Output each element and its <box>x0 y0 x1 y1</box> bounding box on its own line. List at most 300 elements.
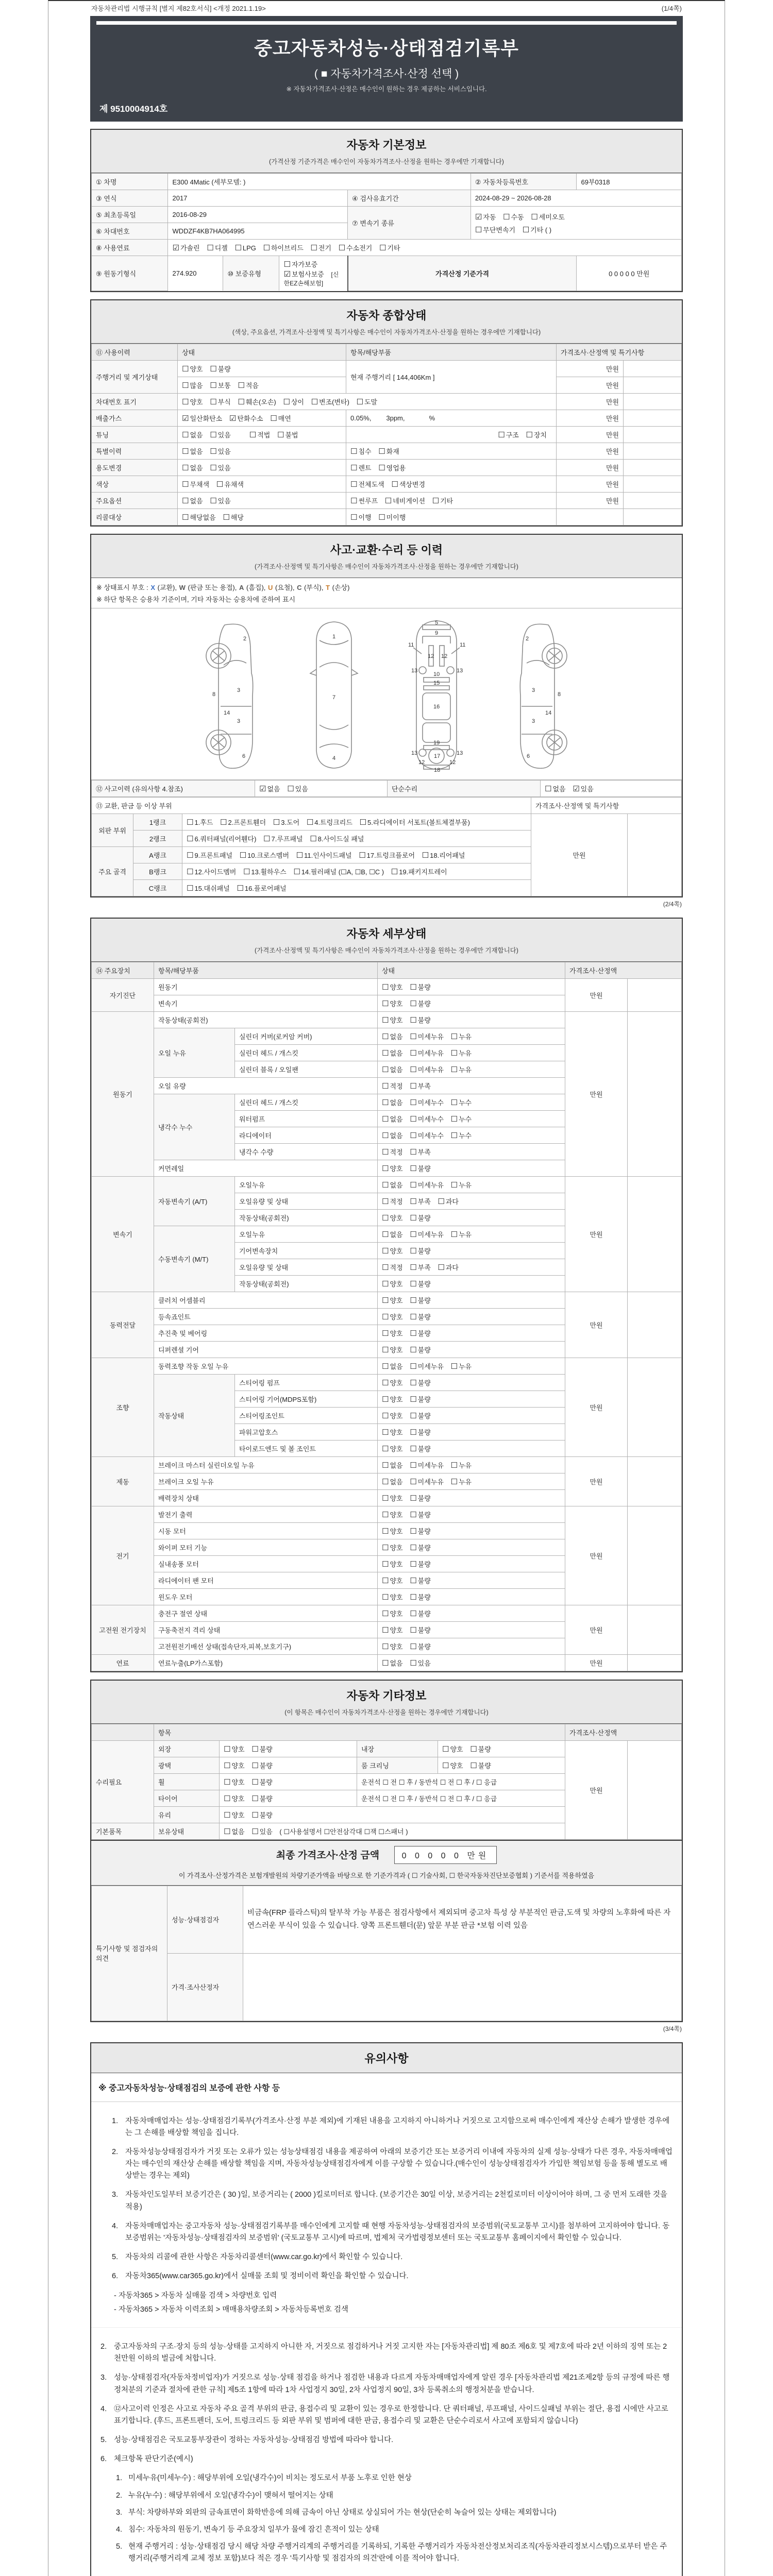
notice-s1-heading: ※ 중고자동차성능·상태점검의 보증에 관한 사항 등 <box>91 2073 682 2102</box>
checkbox-option[interactable]: ☐ 16.플로어패널 <box>237 883 287 893</box>
checkbox-option[interactable]: ☐ 양호 <box>382 1625 403 1635</box>
checkbox-option[interactable]: ☐ 양호 <box>382 1543 403 1552</box>
checkbox-icon: ☐ <box>382 1163 389 1173</box>
checkbox-icon: ☐ <box>210 364 217 374</box>
checkbox-option[interactable]: ☐ 불량 <box>410 1427 431 1437</box>
checkbox-icon: ☐ <box>438 1196 445 1206</box>
checkbox-option[interactable]: ☐ 네비게이션 <box>384 496 426 505</box>
item-label: 실린더 헤드 / 개스킷 <box>235 1044 378 1061</box>
checkbox-option[interactable]: ☐ 양호 <box>224 1810 245 1820</box>
state-options <box>378 1044 565 1061</box>
checkbox-option[interactable]: ☐ 양호 <box>442 1760 463 1770</box>
checkbox-option[interactable]: ☐ 없음 <box>182 496 203 505</box>
notice-s2-list <box>91 2327 682 2576</box>
checkbox-option[interactable]: ☐ 미세누유 <box>410 1361 444 1371</box>
checkbox-icon: ☐ <box>410 1608 417 1618</box>
checkbox-option[interactable]: ☐ 없음 <box>382 1097 403 1107</box>
checkbox-option[interactable]: ☐ 변조(변타) <box>311 397 349 406</box>
checkbox-icon: ☐ <box>410 1493 417 1503</box>
checkbox-option[interactable]: ☐ 누유 <box>450 1361 472 1371</box>
checkbox-option[interactable]: ☐ 없음 <box>545 784 566 793</box>
svg-text:3: 3 <box>237 687 241 693</box>
checkbox-option[interactable]: ☐ 누유 <box>450 1048 472 1058</box>
tire-label: 타이어 <box>154 1790 220 1806</box>
checkbox-option[interactable]: ☐ 미세누수 <box>410 1130 444 1140</box>
checkbox-option[interactable]: ☐ 없음 <box>382 1658 403 1668</box>
final-price-row <box>91 1840 682 1867</box>
checkbox-option[interactable]: ☐ 불량 <box>410 1312 431 1321</box>
checkbox-option[interactable]: ☐ 양호 <box>224 1793 245 1803</box>
checkbox-option[interactable]: ☐ 7.루프패널 <box>263 834 303 843</box>
checkbox-option[interactable]: ☐ 상이 <box>283 397 304 406</box>
checkbox-option[interactable]: ☐ 불량 <box>410 982 431 992</box>
checkbox-option[interactable]: ☐ 적정 <box>382 1081 403 1091</box>
checkbox-option[interactable]: ☐ 누유 <box>450 1229 472 1239</box>
checkbox-option[interactable]: ☑ 있음 <box>573 784 594 793</box>
checkbox-option[interactable]: ☐ 불량 <box>410 1246 431 1256</box>
checkbox-option[interactable]: ☐ 없음 <box>382 1229 403 1239</box>
checkbox-icon: ☐ <box>382 1262 389 1272</box>
note-cell <box>624 377 682 393</box>
checkbox-option[interactable]: ☐ 불량 <box>470 1760 491 1770</box>
accident-title: 사고·교환·수리 등 이력 <box>330 543 443 556</box>
checkbox-option[interactable]: ☐ 없음 <box>182 430 203 439</box>
checkbox-option[interactable]: ☐ 미세누유 <box>410 1477 444 1486</box>
checkbox-option[interactable]: ☐ 렌트 <box>350 463 372 472</box>
panel-options <box>182 846 531 863</box>
panel-options <box>182 830 531 846</box>
checkbox-option[interactable]: ☐ 불량 <box>410 1015 431 1025</box>
checkbox-option[interactable]: ☐ 양호 <box>382 1328 403 1338</box>
checkbox-icon: ☐ <box>410 1658 417 1668</box>
checkbox-option[interactable]: ☐ 불량 <box>410 1394 431 1404</box>
checkbox-option[interactable]: ☐ 불량 <box>410 1493 431 1503</box>
checkbox-option[interactable]: ☐ 양호 <box>382 1526 403 1536</box>
checkbox-option[interactable]: ☐ 불량 <box>410 1592 431 1602</box>
table-row <box>92 443 682 459</box>
checkbox-option[interactable]: ☐ 누유 <box>450 1180 472 1190</box>
checkbox-option[interactable]: ☐ 불량 <box>410 1328 431 1338</box>
checkbox-option[interactable]: ☐ 불량 <box>410 1295 431 1305</box>
checkbox-option[interactable]: ☐ 침수 <box>350 446 372 456</box>
checkbox-option[interactable]: ☐ 장치 <box>526 430 547 439</box>
basic-info-title: 자동차 기본정보 <box>346 139 427 151</box>
checkbox-icon: ☐ <box>382 1526 389 1536</box>
checkbox-option[interactable]: ☐ 양호 <box>382 1493 403 1503</box>
checkbox-option[interactable]: ☐ 없음 <box>382 1460 403 1470</box>
checkbox-option[interactable]: ☐ 기타 <box>379 243 400 252</box>
checkbox-option[interactable]: ☐ 없음 <box>382 1477 403 1486</box>
checkbox-option[interactable]: ☐ 구조 <box>498 430 519 439</box>
accident-header <box>91 535 682 578</box>
checkbox-option[interactable]: ☐ 누유 <box>450 1064 472 1074</box>
checkbox-option[interactable]: ☐ 양호 <box>382 1279 403 1289</box>
checkbox-option[interactable]: ☐ 불량 <box>410 1543 431 1552</box>
device-group-label: 조향 <box>92 1358 154 1456</box>
checkbox-option[interactable]: ☐ 양호 <box>182 397 203 406</box>
checkbox-option[interactable]: ☐ 양호 <box>382 1641 403 1651</box>
checkbox-option[interactable]: ☐ 양호 <box>382 998 403 1008</box>
checkbox-option[interactable]: ☐ 불량 <box>251 1744 273 1754</box>
checkbox-icon: ☐ <box>410 1575 417 1585</box>
checkbox-icon: ☐ <box>410 1345 417 1354</box>
checkbox-option[interactable]: ☐ 불량 <box>410 1213 431 1223</box>
checkbox-option[interactable]: ☐ 양호 <box>382 982 403 992</box>
checkbox-option[interactable]: ☐ 양호 <box>442 1744 463 1754</box>
checkbox-option[interactable]: ☐ 양호 <box>382 1213 403 1223</box>
document-number: 제 9510004914호 <box>99 104 168 114</box>
checkbox-option[interactable]: ☐ 적정 <box>382 1262 403 1272</box>
checkbox-option[interactable]: ☐ 불량 <box>210 364 231 374</box>
checkbox-option[interactable]: ☐ 없음 <box>382 1064 403 1074</box>
checkbox-option[interactable]: ☑ 없음 <box>259 784 280 793</box>
checkbox-option[interactable]: ☐ 적법 <box>249 430 271 439</box>
checkbox-option[interactable]: ☐ 해당없음 <box>182 512 216 522</box>
checkbox-option[interactable]: ☐ 없음 <box>382 1130 403 1140</box>
checkbox-option[interactable]: ☑ 탄화수소 <box>229 413 263 423</box>
checkbox-icon: ☐ <box>238 380 245 390</box>
checkbox-icon: ☐ <box>442 1760 449 1770</box>
checkbox-option[interactable]: ☐ 훼손(오손) <box>238 397 276 406</box>
tire-options <box>220 1790 357 1806</box>
simple-repair-label: 단순수리 <box>388 780 541 796</box>
checkbox-option[interactable]: ☐ 영업용 <box>378 463 406 472</box>
device-group-label: 전기 <box>92 1506 154 1605</box>
checkbox-option[interactable]: ☐ 양호 <box>382 1378 403 1387</box>
col-blank <box>92 1724 154 1740</box>
checkbox-option[interactable]: ☐ 미이행 <box>378 512 406 522</box>
checkbox-icon: ☐ <box>450 1064 458 1074</box>
checkbox-option[interactable]: ☐ 양호 <box>382 1444 403 1453</box>
checkbox-option[interactable]: ☐ 미세누유 <box>410 1031 444 1041</box>
checkbox-option[interactable]: ☐ 양호 <box>382 1312 403 1321</box>
checkbox-option[interactable]: ☐ 보통 <box>210 380 231 390</box>
checkbox-option[interactable]: ☐ 누유 <box>450 1477 472 1486</box>
usage-change-type-options <box>346 459 557 476</box>
checkbox-icon: ☐ <box>382 1543 389 1552</box>
checkbox-option[interactable]: ☐ 19.패키지트레이 <box>391 867 447 876</box>
checkbox-option[interactable]: ☐ 자가보증 <box>283 260 318 269</box>
checkbox-option[interactable]: ☐ 6.쿼터패널(리어휀다) <box>187 834 257 843</box>
checkbox-option[interactable]: ☐ 양호 <box>182 364 203 374</box>
checkbox-option[interactable]: ☐ 많음 <box>182 380 203 390</box>
checkbox-option[interactable]: ☐ 없음 <box>382 1031 403 1041</box>
checkbox-option[interactable]: ☐ 수소전기 <box>338 243 373 252</box>
color-change-options <box>346 476 557 492</box>
checkbox-option[interactable]: ☐ 불량 <box>410 1378 431 1387</box>
checkbox-option[interactable]: ☐ 적정 <box>382 1147 403 1157</box>
checkbox-option[interactable]: ☐ 부식 <box>210 397 231 406</box>
checkbox-option[interactable]: ☐ 무채색 <box>182 479 210 489</box>
item-label: 등속죠인트 <box>154 1308 378 1325</box>
panel-options <box>182 879 531 896</box>
checkbox-option[interactable]: ☐ 불량 <box>410 1411 431 1420</box>
checkbox-option[interactable]: ☐ 과다 <box>438 1196 459 1206</box>
state-options <box>378 1308 565 1325</box>
checkbox-option[interactable]: ☐ 15.대쉬패널 <box>187 883 230 893</box>
note-cell <box>624 476 682 492</box>
subgroup-label: 냉각수 누수 <box>154 1094 235 1160</box>
checkbox-option[interactable]: ☐ 있음 <box>210 496 231 505</box>
checkbox-option[interactable]: ☐ 불량 <box>251 1777 273 1787</box>
checkbox-option[interactable]: ☐ 없음 <box>382 1114 403 1124</box>
checkbox-option[interactable]: ☐ 누수 <box>450 1130 472 1140</box>
checkbox-option[interactable]: ☑ 가솔린 <box>172 243 200 252</box>
checkbox-option[interactable]: ☐ 2.프론트휀더 <box>220 817 266 827</box>
checkbox-option[interactable]: ☐ 썬루프 <box>350 496 378 505</box>
state-options <box>378 1440 565 1456</box>
state-options <box>378 1028 565 1044</box>
possession-options: ☐ 없음 ☐ 있음 ( ☐사용설명서 ☐안전삼각대 ☐잭 ☐스패너 ) <box>220 1823 565 1839</box>
checkbox-option[interactable]: ☐ 이행 <box>350 512 372 522</box>
checkbox-option[interactable]: ☐ 불량 <box>251 1793 273 1803</box>
checkbox-option[interactable]: ☐ 불량 <box>410 1559 431 1569</box>
checkbox-icon: ☐ <box>410 982 417 992</box>
checkbox-icon: ☐ <box>296 850 304 860</box>
checkbox-option[interactable]: ☐ 양호 <box>382 1246 403 1256</box>
checkbox-option[interactable]: ☐ 누유 <box>450 1031 472 1041</box>
price-cell: 만원 <box>557 426 624 443</box>
checkbox-option[interactable]: ☐ 불량 <box>410 1575 431 1585</box>
checkbox-icon: ☐ <box>382 1641 389 1651</box>
checkbox-option[interactable]: ☐ 양호 <box>382 1295 403 1305</box>
checkbox-option[interactable]: ☐ 불량 <box>410 1510 431 1519</box>
item-label: 작동상태(공회전) <box>235 1209 378 1226</box>
checkbox-option[interactable]: ☐ 양호 <box>382 1163 403 1173</box>
checkbox-option[interactable]: ☐ 미세누유 <box>410 1180 444 1190</box>
checkbox-option[interactable]: ☐ 11.인사이드패널 <box>296 850 352 860</box>
checkbox-option[interactable]: ☐ 8.사이드실 패널 <box>310 834 364 843</box>
special-history-label: 특별이력 <box>92 443 178 459</box>
checkbox-option[interactable]: ☐ 없음 <box>382 1180 403 1190</box>
checkbox-option[interactable]: ☐ 해당 <box>223 512 244 522</box>
subgroup-label: 오일 누유 <box>154 1028 235 1077</box>
checkbox-option[interactable]: ☐ 미세누수 <box>410 1097 444 1107</box>
checkbox-option[interactable]: ☐ 부족 <box>410 1081 431 1091</box>
checkbox-option[interactable]: ☐ 불량 <box>410 1608 431 1618</box>
field-label: ③ 연식 <box>92 190 168 207</box>
checkbox-option[interactable]: ☐ 3.도어 <box>273 817 300 827</box>
checkbox-option[interactable]: ☐ 미세누유 <box>410 1064 444 1074</box>
checkbox-option[interactable]: ☐ 전체도색 <box>350 479 384 489</box>
checkbox-option[interactable]: ☐ 불량 <box>410 1163 431 1173</box>
checkbox-option[interactable]: ☐ 양호 <box>382 1592 403 1602</box>
svg-text:9: 9 <box>435 630 439 636</box>
checkbox-option[interactable]: ☐ 불량 <box>410 1625 431 1635</box>
checkbox-option[interactable]: ☐ 있음 <box>210 463 231 472</box>
polish-label: 광택 <box>154 1757 220 1773</box>
checkbox-option[interactable]: ☐ 색상변경 <box>391 479 425 489</box>
table-row <box>92 780 682 796</box>
transmission-options <box>470 207 681 240</box>
checkbox-icon: ☐ <box>382 1345 389 1354</box>
checkbox-option[interactable]: ☐ 9.프론트패널 <box>187 850 233 860</box>
checkbox-option[interactable]: ☐ 불량 <box>410 1641 431 1651</box>
checkbox-option[interactable]: ☐ 과다 <box>438 1262 459 1272</box>
checkbox-option[interactable]: ☐ 양호 <box>382 1510 403 1519</box>
item-label: 와이퍼 모터 기능 <box>154 1539 378 1555</box>
checkbox-option[interactable]: ☐ 17.트렁크플로어 <box>359 850 415 860</box>
checkbox-option[interactable]: ☐ 화재 <box>378 446 399 456</box>
checkbox-icon: ☐ <box>263 243 270 252</box>
vin-mark-label: 차대번호 표기 <box>92 393 178 410</box>
main-option-type-options <box>346 492 557 509</box>
base-price-label: 가격산정 기준가격 <box>348 256 577 291</box>
subgroup-label: 수동변속기 (M/T) <box>154 1226 235 1292</box>
checkbox-option[interactable]: ☐ 양호 <box>382 1015 403 1025</box>
form-rule-reference: 자동차관리법 시행규칙 [별지 제82호서식] <개정 2021.1.19> <box>91 5 266 12</box>
checkbox-option[interactable]: ☐ 미세누유 <box>410 1229 444 1239</box>
state-options <box>378 1193 565 1209</box>
checkbox-icon: ☐ <box>410 1246 417 1256</box>
checkbox-option[interactable]: ☐ 기타 <box>432 496 453 505</box>
checkbox-option[interactable]: ☐ 불량 <box>410 1526 431 1536</box>
checkbox-option[interactable]: ☐ 양호 <box>382 1345 403 1354</box>
checkbox-option[interactable]: ☐ 부족 <box>410 1147 431 1157</box>
checkbox-option[interactable]: ☐ 불량 <box>410 998 431 1008</box>
checkbox-option[interactable]: ☐ 없음 <box>382 1361 403 1371</box>
checkbox-option[interactable]: ☑ 일산화탄소 <box>182 413 223 423</box>
note-cell <box>628 1456 682 1506</box>
checkbox-option[interactable]: ☐ 기타 ( ) <box>522 225 552 234</box>
checkbox-option[interactable]: ☐ 있음 <box>210 446 231 456</box>
checkbox-option[interactable]: ☐ 누수 <box>450 1097 472 1107</box>
checkbox-icon: ☐ <box>210 463 217 472</box>
item-label: 충전구 절연 상태 <box>154 1605 378 1621</box>
checkbox-icon: ☐ <box>382 1031 389 1041</box>
checkbox-icon: ☐ <box>382 1114 389 1124</box>
checkbox-option[interactable]: ☐ 적정 <box>382 1196 403 1206</box>
checkbox-icon: ☐ <box>382 1658 389 1668</box>
svg-text:11: 11 <box>408 641 414 648</box>
rank-label: A랭크 <box>133 846 182 863</box>
checkbox-option[interactable]: ☐ 불량 <box>251 1810 273 1820</box>
basic-items-label: 기본품목 <box>92 1823 154 1839</box>
state-options <box>378 1621 565 1638</box>
checkbox-option[interactable]: ☐ 불량 <box>410 1279 431 1289</box>
state-options <box>378 1011 565 1028</box>
svg-text:8: 8 <box>212 691 216 698</box>
checkbox-option[interactable]: ☐ 양호 <box>382 1427 403 1437</box>
checkbox-option[interactable]: ☐ 무단변속기 <box>475 225 516 234</box>
checkbox-option[interactable]: ☐ 적음 <box>238 380 259 390</box>
item-label: 배력장치 상태 <box>154 1489 378 1506</box>
checkbox-option[interactable]: ☐ 4.트렁크리드 <box>306 817 352 827</box>
car-diagram-side-left <box>193 618 275 772</box>
item-label: 냉각수 수량 <box>235 1143 378 1160</box>
checkbox-option[interactable]: ☐ 매연 <box>270 413 291 423</box>
svg-text:6: 6 <box>527 753 530 759</box>
svg-text:13: 13 <box>411 750 418 756</box>
checkbox-icon: ☐ <box>310 834 317 843</box>
checkbox-option[interactable]: ☐ 하이브리드 <box>263 243 304 252</box>
interior-label: 내장 <box>357 1740 438 1757</box>
checkbox-option[interactable]: ☐ 없음 <box>182 446 203 456</box>
item-label: 동력조향 작동 오일 누유 <box>154 1358 378 1374</box>
checkbox-option[interactable]: ☐ 양호 <box>382 1575 403 1585</box>
checkbox-option[interactable]: ☐ 양호 <box>224 1760 245 1770</box>
checkbox-icon: ☐ <box>391 867 398 876</box>
checkbox-option[interactable]: ☐ 불법 <box>277 430 298 439</box>
checkbox-icon: ☐ <box>410 1427 417 1437</box>
checkbox-option[interactable]: ☐ 도말 <box>356 397 378 406</box>
checkbox-option[interactable]: ☐ 없음 <box>224 1826 245 1836</box>
table-row <box>92 476 682 492</box>
checkbox-icon: ☐ <box>251 1744 259 1754</box>
status-code-C: C <box>297 583 302 591</box>
checkbox-option[interactable]: ☐ 디젤 <box>207 243 228 252</box>
checkbox-option[interactable]: ☐ 있음 <box>410 1658 431 1668</box>
checkbox-option[interactable]: ☑ 보험사보증 <box>283 269 324 279</box>
checkbox-option[interactable]: ☐ 13.휠하우스 <box>243 867 287 876</box>
checkbox-option[interactable]: ☐ 14.필러패널 (☐A, ☐B, ☐C ) <box>293 867 384 876</box>
checkbox-option[interactable]: ☐ 불량 <box>410 1345 431 1354</box>
checkbox-icon: ☐ <box>382 1427 389 1437</box>
checkbox-option[interactable]: ☐ 없음 <box>382 1048 403 1058</box>
checkbox-option[interactable]: ☐ 12.사이드멤버 <box>187 867 237 876</box>
svg-text:3: 3 <box>532 718 535 724</box>
checkbox-option[interactable]: ☐ 5.라디에이터 서포트(볼트체결부품) <box>359 817 470 827</box>
checkbox-option[interactable]: ☐ 양호 <box>382 1559 403 1569</box>
checkbox-option[interactable]: ☐ 누유 <box>450 1460 472 1470</box>
checkbox-option[interactable]: ☐ 양호 <box>224 1777 245 1787</box>
checkbox-option[interactable]: ☐ 양호 <box>224 1744 245 1754</box>
note-cell <box>628 814 682 896</box>
checkbox-option[interactable]: ☐ 있음 <box>210 430 231 439</box>
table-row <box>92 410 682 426</box>
checkbox-option[interactable]: ☐ 양호 <box>382 1411 403 1420</box>
checkbox-option[interactable]: ☐ 수동 <box>503 212 524 222</box>
possession-label: 보유상태 <box>154 1823 220 1839</box>
checkbox-icon: ☐ <box>470 1744 477 1754</box>
checkbox-option[interactable]: ☐ 부족 <box>410 1196 431 1206</box>
checkbox-icon: ☐ <box>287 784 294 793</box>
checkbox-option[interactable]: ☐ 미세누수 <box>410 1114 444 1124</box>
exterior-label: 외장 <box>154 1740 220 1757</box>
checkbox-option[interactable]: ☐ 전기 <box>310 243 331 252</box>
panel-group-label: 외판 부위 <box>92 814 133 846</box>
checkbox-option[interactable]: ☐ 불량 <box>470 1744 491 1754</box>
checkbox-icon: ☐ <box>382 1477 389 1486</box>
checkbox-option[interactable]: ☐ 양호 <box>382 1394 403 1404</box>
svg-text:2: 2 <box>526 635 529 642</box>
checkbox-option[interactable]: ☐ 불량 <box>410 1444 431 1453</box>
checkbox-option[interactable]: ☐ LPG <box>234 243 256 252</box>
checkbox-option[interactable]: ☐ 10.크로스멤버 <box>239 850 290 860</box>
checkbox-option[interactable]: ☐ 있음 <box>251 1826 273 1836</box>
checkbox-option[interactable]: ☐ 유채색 <box>216 479 244 489</box>
checkbox-option[interactable]: ☐ 없음 <box>182 463 203 472</box>
checkbox-option[interactable]: ☐ 부족 <box>410 1262 431 1272</box>
checkbox-icon: ☐ <box>182 380 189 390</box>
checkbox-option[interactable]: ☐ 누수 <box>450 1114 472 1124</box>
checkbox-option[interactable]: ☐ 양호 <box>382 1608 403 1618</box>
checkbox-option[interactable]: ☐ 불량 <box>251 1760 273 1770</box>
device-group-label: 자기진단 <box>92 978 154 1011</box>
checkbox-icon: ☐ <box>410 1460 417 1470</box>
checkbox-option[interactable]: ☐ 미세누유 <box>410 1460 444 1470</box>
checkbox-option[interactable]: ☑ 자동 <box>475 212 496 222</box>
checkbox-option[interactable]: ☐ 미세누유 <box>410 1048 444 1058</box>
checkbox-option[interactable]: ☐ 18.리어패널 <box>422 850 465 860</box>
inspector-opinion-text: 비금속(FRP 플라스틱)의 탈부착 가능 부품은 점검사항에서 제외되며 중고차 특성 상 부분적인 판금,도색 및 차량의 노후화에 따른 자연스러운 부식이 있을 수 있습니다. 양쪽 프론트휀더(문) 앞문 부분 판금 *보험 이력 있음 <box>243 1886 682 1953</box>
checkbox-option[interactable]: ☐ 1.후드 <box>187 817 213 827</box>
detail-row <box>92 1011 682 1028</box>
checkbox-option[interactable]: ☐ 세미오토 <box>531 212 565 222</box>
rank-label: C랭크 <box>133 879 182 896</box>
checkbox-option[interactable]: ☐ 있음 <box>287 784 308 793</box>
item-label: 워터펌프 <box>235 1110 378 1127</box>
